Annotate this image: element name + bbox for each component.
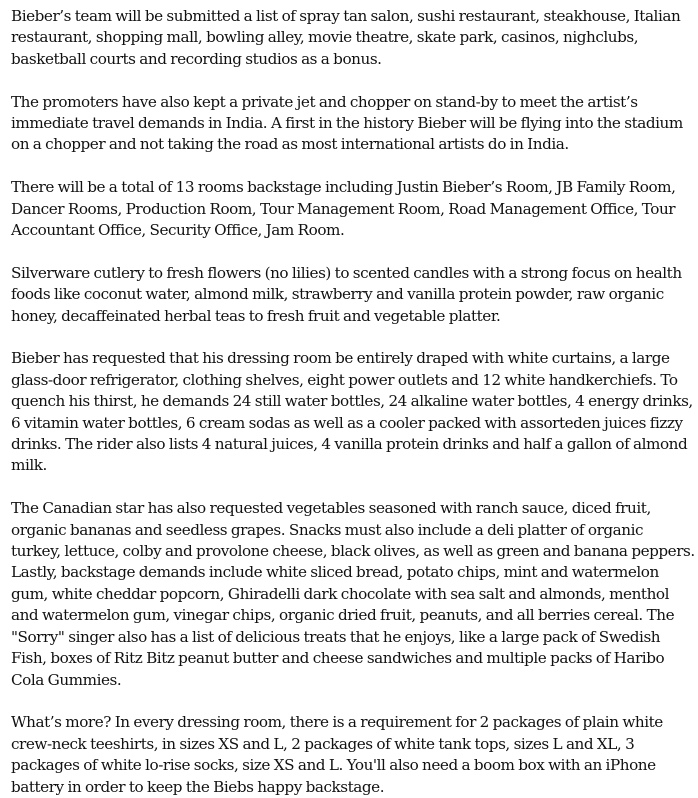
paragraph-clothing: What’s more? In every dressing room, there is a requirement for 2 packages of plain white crew-neck teeshirts, in sizes XS and L, 2 packages of white tank tops, sizes L and XL, 3 packages of white lo-rise socks, size XS and L. You'll also need a boom box with an iPhone battery in order to keep the Biebs happy backstage. [11,713,663,796]
paragraph-dressing-room: Bieber has requested that his dressing room be entirely draped with white curtains, a large glass-door refrigerator, clothing shelves, eight power outlets and 12 white handkerchiefs. To quench his thirst, he demands 24 still water bottles, 24 alkaline water bottles, 4 energy drinks, 6 vitamin water bottles, 6 cream sodas as well as a cooler packed with assorteden juices fizzy drinks. The rider also lists 4 natural juices, 4 vanilla protein drinks and half a gallon of almond milk. [11,349,693,475]
paragraph-team-list: Bieber’s team will be submitted a list of spray tan salon, sushi restaurant, steakhouse, Italian restaurant, shopping mall, bowling alley, movie theatre, skate park, casinos, nighclubs, basketball courts and recording studios as a bonus. [11,7,681,68]
paragraph-backstage-rooms: There will be a total of 13 rooms backstage including Justin Bieber’s Room, JB Family Room, Dancer Rooms, Production Room, Tour Management Room, Road Management Office, Tour Accountant Office, Security Office, Jam Room. [11,178,676,240]
paragraph-amenities: Silverware cutlery to fresh flowers (no lilies) to scented candles with a strong focus on health foods like coconut water, almond milk, strawberry and vanilla protein powder, raw organic honey, decaffeinated herbal teas to fresh fruit and vegetable platter. [11,263,682,325]
paragraph-travel: The promoters have also kept a private jet and chopper on stand-by to meet the artist’s immediate travel demands in India. A first in the history Bieber will be flying into the stadium on a chopper and not taking the road as most international artists do in India. [11,92,683,154]
paragraph-food: The Canadian star has also requested vegetables seasoned with ranch sauce, diced fruit, organic bananas and seedless grapes. Snacks must also include a deli platter of organic turkey, lettuce, colby and provolone cheese, black olives, as well as green and banana peppers. Lastly, backstage demands include white sliced bread, potato chips, mint and watermelon gum, white cheddar popcorn, Ghiradelli dark chocolate with sea salt and almonds, menthol and watermelon gum, vinegar chips, organic dried fruit, peanuts, and all berries cereal. The "Sorry" singer also has a list of delicious treats that he enjoys, like a large pack of Swedish Fish, boxes of Ritz Bitz peanut butter and cheese sandwiches and multiple packs of Haribo Cola Gummies. [11,499,695,689]
document-body [11,6,695,798]
